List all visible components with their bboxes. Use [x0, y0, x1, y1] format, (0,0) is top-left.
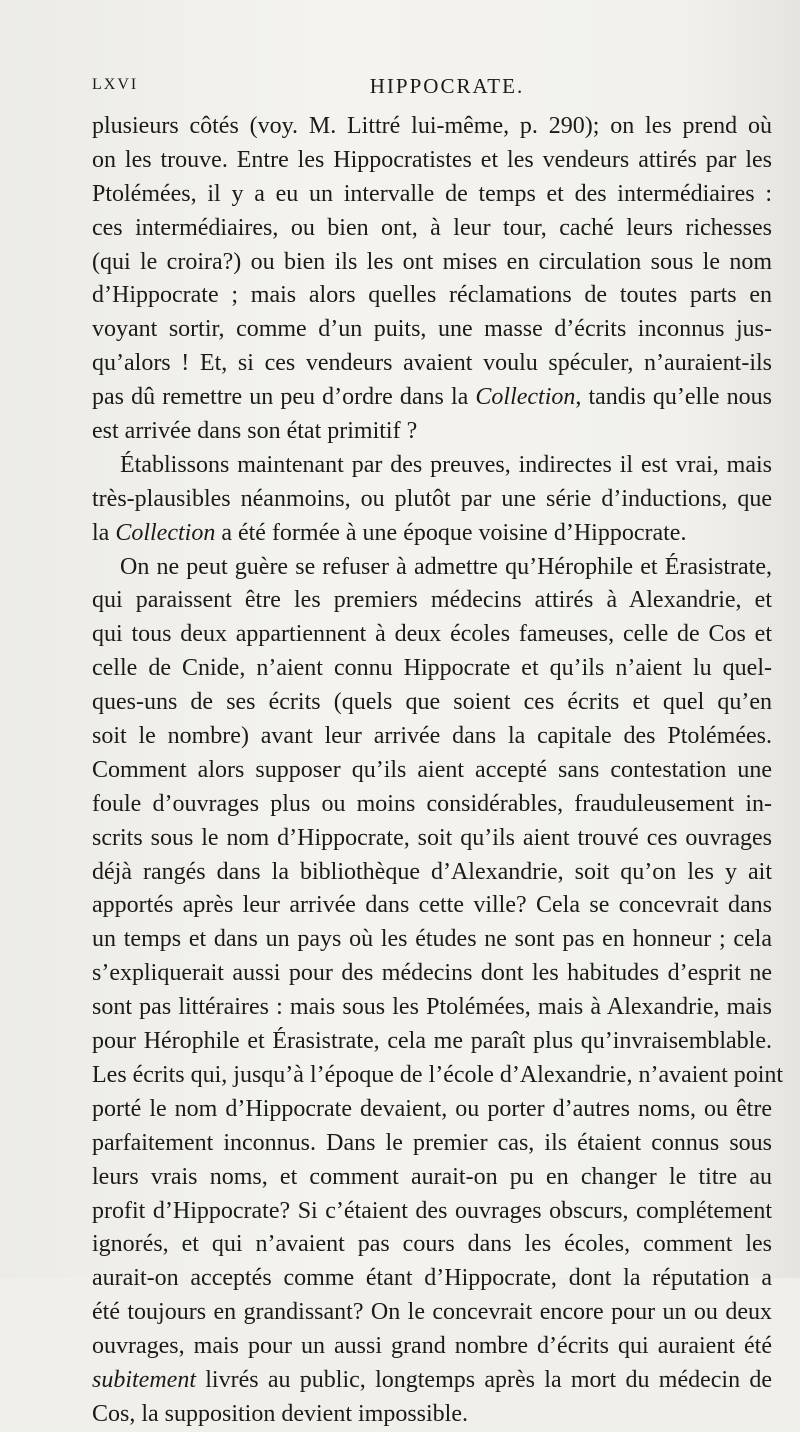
text-line: [92, 212, 772, 246]
text-line: [92, 686, 772, 720]
text-line: [92, 1195, 772, 1229]
text-line: [92, 178, 772, 212]
text-segment: Les écrits qui, jusqu’à l’époque de l’école d’Alexandrie, n’avaient point: [92, 1061, 784, 1088]
text-line: [92, 1364, 772, 1398]
text-segment: très-plausibles néanmoins, ou plutôt par une série d’inductions, que: [92, 485, 772, 512]
text-segment: sont pas littéraires : mais sous les Ptolémées, mais à Alexandrie, mais: [92, 994, 772, 1021]
text-segment: ces intermédiaires, ou bien ont, à leur tour, caché leurs richesses: [92, 214, 772, 241]
text-segment: ignorés, et qui n’avaient pas cours dans les écoles, comment les: [92, 1231, 772, 1258]
running-head: [92, 74, 772, 104]
text-line: [92, 1398, 772, 1432]
text-line: [92, 313, 772, 347]
text-line: [92, 652, 772, 686]
text-line: [92, 347, 772, 381]
text-segment: foule d’ouvrages plus ou moins considérables, frauduleusement in-: [92, 790, 772, 817]
text-line: [92, 1059, 784, 1093]
text-segment: s’expliquerait aussi pour des médecins dont les habitudes d’esprit ne: [92, 960, 772, 987]
text-line: [92, 517, 772, 551]
text-segment: scrits sous le nom d’Hippocrate, soit qu’ils aient trouvé ces ouvrages: [92, 824, 772, 851]
text-line: [92, 1330, 772, 1364]
text-line: [92, 483, 772, 517]
text-line: [92, 279, 772, 313]
text-segment: leurs vrais noms, et comment aurait-on pu en changer le titre au: [92, 1163, 772, 1190]
text-segment: porté le nom d’Hippocrate devaient, ou porter d’autres noms, ou être: [92, 1095, 772, 1122]
text-segment: celle de Cnide, n’aient connu Hippocrate et qu’ils n’aient lu quel-: [92, 655, 772, 682]
text-line: [92, 618, 772, 652]
text-line: [92, 1127, 772, 1161]
text-line: [92, 889, 772, 923]
text-line: [92, 1093, 772, 1127]
text-line: [92, 144, 772, 178]
italic-text: Collection: [475, 384, 576, 411]
text-segment: qu’alors ! Et, si ces vendeurs avaient voulu spéculer, n’auraient-ils: [92, 350, 772, 377]
text-segment: aurait-on acceptés comme étant d’Hippocrate, dont la réputation a: [92, 1265, 772, 1292]
text-line: [92, 110, 772, 144]
italic-text: subitement: [92, 1366, 196, 1393]
text-segment: (qui le croira?) ou bien ils les ont mises en circulation sous le nom: [92, 248, 772, 275]
text-segment: apportés après leur arrivée dans cette ville? Cela se concevrait dans: [92, 892, 772, 919]
text-segment: ques-uns de ses écrits (quels que soient ces écrits et quel qu’en: [92, 689, 772, 716]
text-line: [92, 584, 772, 618]
text-line: [92, 415, 772, 449]
text-segment: Comment alors supposer qu’ils aient accepté sans contestation une: [92, 756, 772, 783]
text-line: [92, 957, 772, 991]
text-segment: Ptolémées, il y a eu un intervalle de temps et des intermédiaires :: [92, 180, 772, 207]
text-line: [92, 1228, 772, 1262]
text-segment: ouvrages, mais pour un aussi grand nombre d’écrits qui auraient été: [92, 1333, 772, 1360]
text-line: [92, 754, 772, 788]
text-segment: pour Hérophile et Érasistrate, cela me paraît plus qu’invraisemblable.: [92, 1028, 772, 1055]
page-number: LXVI: [92, 76, 139, 93]
text-segment: profit d’Hippocrate? Si c’étaient des ouvrages obscurs, complétement: [92, 1197, 772, 1224]
text-segment: a été formée à une époque voisine d’Hippocrate.: [215, 519, 687, 546]
text-segment: qui tous deux appartiennent à deux écoles fameuses, celle de Cos et: [92, 621, 772, 648]
text-segment: pas dû remettre un peu d’ordre dans la: [92, 384, 476, 411]
text-line: [92, 246, 772, 280]
text-line: [92, 788, 772, 822]
text-segment: livrés au public, longtemps après la mort du médecin de: [195, 1366, 772, 1393]
text-segment: un temps et dans un pays où les études ne sont pas en honneur ; cela: [92, 926, 772, 953]
text-segment: plusieurs côtés (voy. M. Littré lui-même, p. 290); on les prend où: [92, 113, 772, 139]
text-line: [92, 551, 772, 585]
text-line: [92, 1025, 772, 1059]
text-segment: la: [92, 519, 116, 546]
text-segment: voyant sortir, comme d’un puits, une masse d’écrits inconnus jus-: [92, 316, 772, 343]
text-line: [92, 1296, 772, 1330]
body-text: [92, 110, 784, 1432]
text-line: [92, 381, 772, 415]
text-line: [92, 923, 772, 957]
text-segment: Cos, la supposition devient impossible.: [92, 1400, 468, 1427]
text-segment: on les trouve. Entre les Hippocratistes et les vendeurs attirés par les: [92, 146, 772, 173]
text-line: [92, 856, 772, 890]
text-line: [92, 1161, 772, 1195]
text-segment: Établissons maintenant par des preuves, indirectes il est vrai, mais: [120, 451, 772, 478]
text-segment: , tandis qu’elle nous: [575, 384, 772, 411]
text-segment: d’Hippocrate ; mais alors quelles réclamations de toutes parts en: [92, 282, 772, 309]
running-title: HIPPOCRATE.: [369, 74, 525, 98]
text-segment: soit le nombre) avant leur arrivée dans la capitale des Ptolémées.: [92, 723, 772, 750]
text-segment: été toujours en grandissant? On le concevrait encore pour un ou deux: [92, 1299, 772, 1326]
text-segment: parfaitement inconnus. Dans le premier cas, ils étaient connus sous: [92, 1129, 772, 1156]
text-line: [92, 449, 772, 483]
text-segment: déjà rangés dans la bibliothèque d’Alexandrie, soit qu’on les y ait: [92, 858, 772, 885]
italic-text: Collection: [115, 519, 216, 546]
text-segment: On ne peut guère se refuser à admettre qu’Hérophile et Érasistrate,: [120, 553, 772, 580]
text-segment: est arrivée dans son état primitif ?: [92, 418, 418, 445]
text-line: [92, 822, 772, 856]
text-line: [92, 1262, 772, 1296]
text-segment: qui paraissent être les premiers médecins attirés à Alexandrie, et: [92, 587, 772, 614]
text-line: [92, 991, 772, 1025]
text-line: [92, 720, 772, 754]
